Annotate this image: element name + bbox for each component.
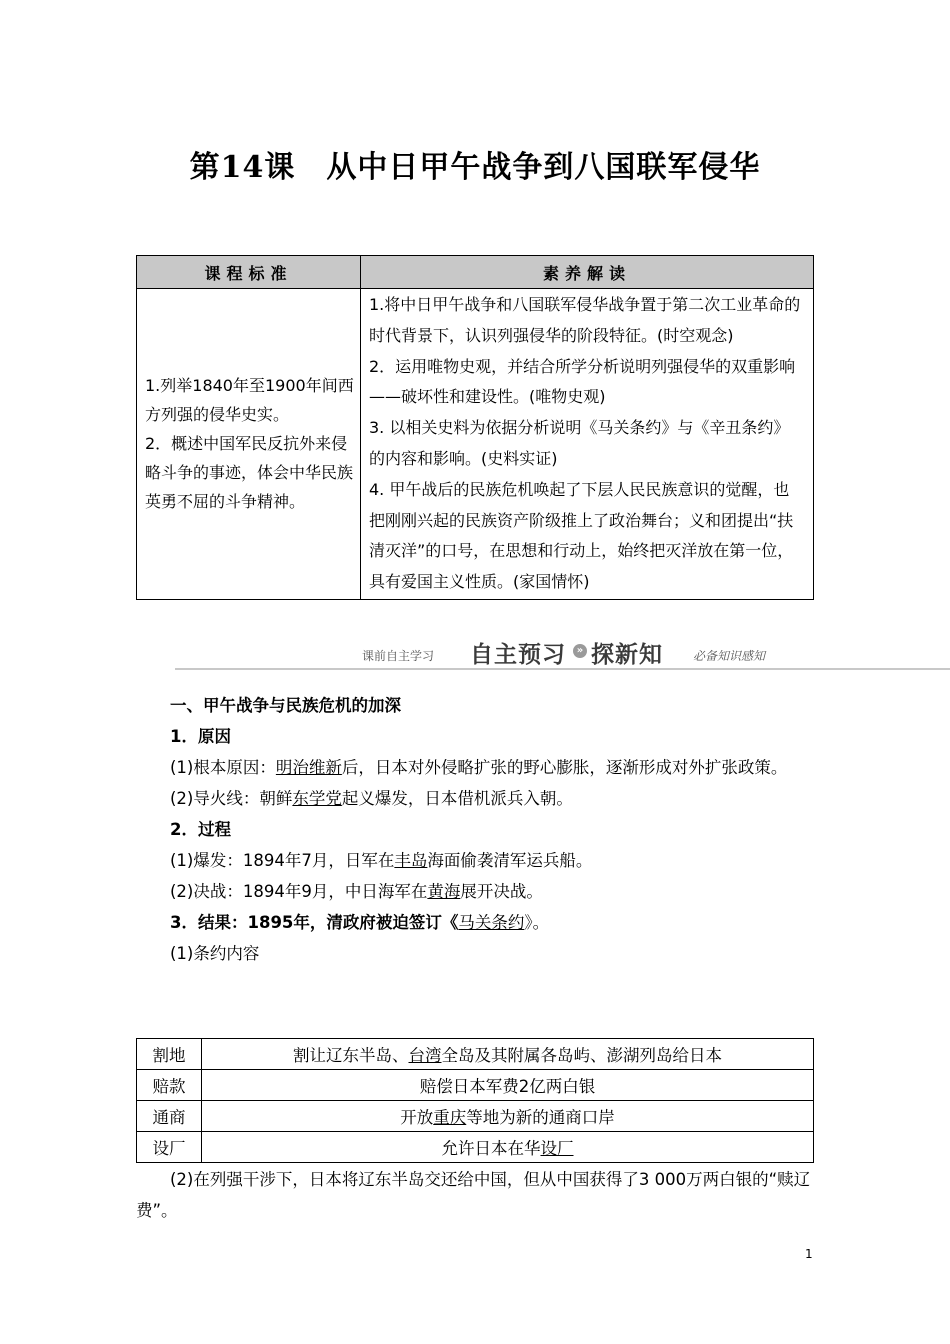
paragraph-root-cause: (1)根本原因：明治维新后，日本对外侵略扩张的野心膨胀，逐渐形成对外扩张政策。	[170, 758, 788, 777]
curriculum-standards-cell	[137, 289, 361, 600]
paragraph-result: 3．结果：1895年，清政府被迫签订《马关条约》。	[170, 913, 550, 932]
paragraph-decisive-battle: (2)决战：1894年9月，中日海军在黄海展开决战。	[170, 882, 543, 901]
literacy-interpretation-cell	[361, 289, 814, 600]
banner-main-right: 探新知	[591, 642, 663, 668]
treaty-value: 开放重庆等地为新的通商口岸	[202, 1101, 814, 1132]
standard-item: 2．概述中国军民反抗外来侵略斗争的事迹，体会中华民族英勇不屈的斗争精神。	[145, 434, 354, 512]
interpretation-item: 3. 以相关史料为依据分析说明《马关条约》与《辛丑条约》的内容和影响。(史料实证)	[369, 418, 790, 468]
answer-blank: 丰岛	[394, 851, 428, 870]
answer-blank: 重庆	[433, 1108, 467, 1127]
table-row	[137, 1039, 814, 1070]
table-row	[137, 1101, 814, 1132]
paragraph-trigger: (2)导火线：朝鲜东学党起义爆发，日本借机派兵入朝。	[170, 789, 573, 808]
answer-blank: 台湾	[408, 1046, 442, 1065]
standard-item: 1.列举1840年至1900年间西方列强的侵华史实。	[145, 376, 354, 425]
treaty-value: 割让辽东半岛、台湾全岛及其附属各岛屿、澎湖列岛给日本	[202, 1039, 814, 1070]
standards-header-left: 课程标准	[137, 256, 361, 289]
standards-header-right: 素养解读	[361, 256, 814, 289]
paragraph-outbreak: (1)爆发：1894年7月，日军在丰岛海面偷袭清军运兵船。	[170, 851, 593, 870]
subheading-cause: 1．原因	[170, 727, 231, 746]
answer-blank: 东学党	[292, 789, 342, 808]
section-heading: 一、甲午战争与民族危机的加深	[170, 696, 401, 715]
answer-blank: 设厂	[540, 1139, 574, 1158]
treaty-value: 赔偿日本军费2亿两白银	[202, 1070, 814, 1101]
page-number: 1	[805, 1247, 813, 1261]
standards-table	[136, 255, 814, 600]
banner-left-caption: 课前自主学习	[362, 649, 435, 663]
table-row	[137, 1132, 814, 1163]
treaty-key: 设厂	[137, 1132, 202, 1163]
banner-main-left: 自主预习	[470, 642, 566, 668]
treaty-key: 通商	[137, 1101, 202, 1132]
treaty-key: 割地	[137, 1039, 202, 1070]
double-arrow-icon: »	[573, 644, 587, 658]
paragraph-liaodong-ransom: (2)在列强干涉下，日本将辽东半岛交还给中国，但从中国获得了3 000万两白银的“赎辽费”。	[136, 1170, 811, 1220]
interpretation-item: 2．运用唯物史观，并结合所学分析说明列强侵华的双重影响——破坏性和建设性。(唯物史观)	[369, 356, 796, 407]
section-banner	[175, 638, 950, 670]
interpretation-item: 1.将中日甲午战争和八国联军侵华战争置于第二次工业革命的时代背景下，认识列强侵华的阶段特征。(时空观念)	[369, 295, 801, 345]
banner-right-caption: 必备知识感知	[693, 649, 766, 663]
page-title: 第14课 从中日甲午战争到八国联军侵华	[189, 150, 761, 185]
table-row	[137, 1070, 814, 1101]
interpretation-item: 4. 甲午战后的民族危机唤起了下层人民民族意识的觉醒，也把刚刚兴起的民族资产阶级推上了政治舞台；义和团提出“扶清灭洋”的口号，在思想和行动上，始终把灭洋放在第一位，具有爱国主义性质。(家国情怀)	[369, 479, 794, 592]
answer-blank: 马关条约	[458, 913, 525, 932]
subheading-process: 2．过程	[170, 820, 231, 839]
subheading-treaty-content: (1)条约内容	[170, 944, 260, 963]
treaty-key: 赔款	[137, 1070, 202, 1101]
treaty-value: 允许日本在华设厂	[202, 1132, 814, 1163]
treaty-content-table	[136, 1038, 814, 1163]
answer-blank: 明治维新	[275, 758, 342, 777]
section-content	[136, 690, 814, 969]
answer-blank: 黄海	[427, 882, 461, 901]
